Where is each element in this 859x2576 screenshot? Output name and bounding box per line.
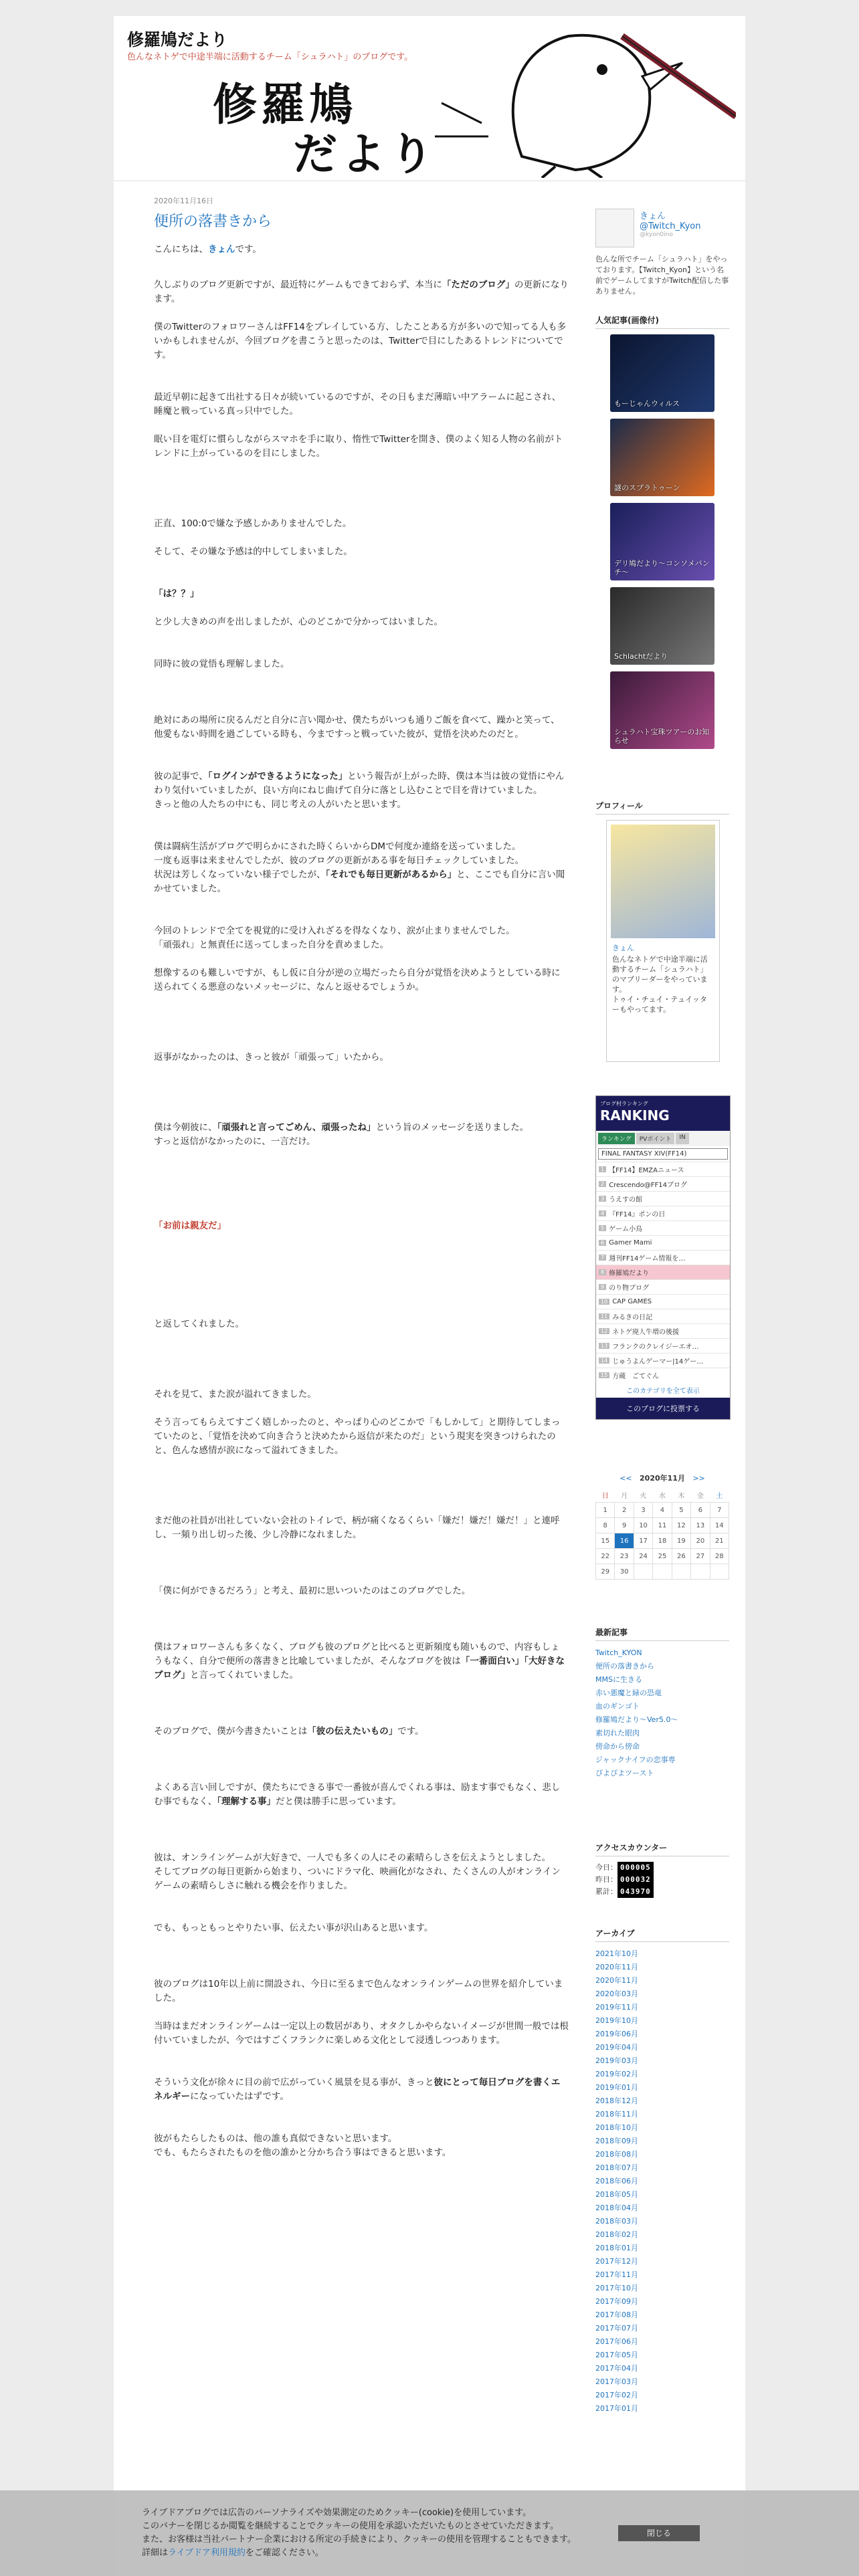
author-widget	[595, 209, 729, 297]
archive-link[interactable]: 2019年02月	[595, 2070, 638, 2078]
author-link[interactable]: きょん	[208, 244, 235, 255]
recent-link[interactable]: MMSに生きる	[595, 1675, 642, 1684]
profile-text: 色んなネトゲで中途半端に活動するチーム「シュラハト」のマブリーダーをやっています。 トゥイ・チュイ・テュイッターもやってます。	[612, 955, 708, 1014]
archive-link[interactable]: 2018年02月	[595, 2230, 638, 2239]
banner-line-1: 修羅鳩	[213, 78, 357, 130]
paragraph: 僕はフォロワーさんも多くなく、ブログも彼のブログと比べると更新頻度も随いもので、内容もしょうもなく、自分で便所の落書きと比喩していましたが、そんなブログを彼は「一番面白い」「大好きなブログ」と言ってくれていました。	[154, 1642, 565, 1681]
archive-link[interactable]: 2018年06月	[595, 2177, 638, 2185]
archive-link[interactable]: 2017年11月	[595, 2270, 638, 2279]
archive-link[interactable]: 2018年09月	[595, 2137, 638, 2145]
archive-link[interactable]: 2017年12月	[595, 2257, 638, 2266]
popular-item[interactable]: 謎のスプラトゥーン	[610, 419, 714, 496]
paragraph: それを見て、また涙が溢れてきました。	[154, 1389, 316, 1400]
archive-link[interactable]: 2019年04月	[595, 2043, 638, 2052]
recent-link[interactable]: 血のギンゴト	[595, 1702, 640, 1711]
archive-widget	[595, 1927, 729, 2416]
popular-heading: 人気記事(画像付)	[595, 314, 729, 329]
recent-link[interactable]: ぴよぴよツースト	[595, 1769, 654, 1778]
profile-heading: プロフィール	[595, 800, 729, 815]
ranking-list	[596, 1162, 730, 1382]
paragraph: 正直、100:0で嫌な予感しかありませんでした。	[154, 518, 352, 529]
paragraph: 想像するのも難しいですが、もし仮に自分が逆の立場だったら自分が覚悟を決めようとしている時に送られてくる悪意のないメッセージに、なんと返せるでしょうか。	[154, 968, 561, 992]
archive-link[interactable]: 2019年01月	[595, 2083, 638, 2092]
calendar-widget	[595, 1473, 729, 1580]
paragraph: 当時はまだオンラインゲームは一定以上の数居があり、オタクしかやらないイメージが世間一般では根付いていましたが、今ではすごくフランクに楽しめる文化として浸透しつつあります。	[154, 2021, 569, 2046]
archive-link[interactable]: 2017年08月	[595, 2311, 638, 2319]
archive-link[interactable]: 2017年01月	[595, 2404, 638, 2413]
recent-link[interactable]: 傍命から傍命	[595, 1742, 640, 1751]
paragraph: 「お前は親友だ」	[154, 1220, 226, 1231]
archive-link[interactable]: 2017年02月	[595, 2391, 638, 2399]
ranking-tab[interactable]: IN	[676, 1133, 688, 1144]
calendar-prev[interactable]: <<	[619, 1474, 632, 1483]
archive-link[interactable]: 2018年04月	[595, 2204, 638, 2212]
popular-item[interactable]: シュラハト宝珠ツアーのお知らせ	[610, 671, 714, 749]
cookie-terms-link[interactable]: ライブドア利用規約	[168, 2548, 246, 2558]
author-name[interactable]: きょん @Twitch_Kyon	[640, 211, 701, 231]
author-bio: 色んな所でチーム「シュラハト」をやっております。【Twitch_Kyon】という名前でゲームしてますがTwitch配信した事ありません。	[595, 255, 729, 296]
post-title[interactable]: 便所の落書きから	[154, 213, 272, 230]
archive-link[interactable]: 2020年03月	[595, 1990, 638, 1998]
profile-image[interactable]	[611, 825, 715, 938]
ranking-row-current[interactable]: 8 修羅鳩だより	[596, 1265, 730, 1279]
ranking-tabs	[596, 1131, 730, 1146]
archive-link[interactable]: 2017年10月	[595, 2284, 638, 2292]
avatar[interactable]	[595, 209, 634, 247]
archive-link[interactable]: 2017年06月	[595, 2337, 638, 2346]
post-greeting: こんにちは、きょんです。	[154, 244, 262, 255]
ranking-row[interactable]: 11 みるきの日記	[596, 1309, 730, 1323]
popular-widget	[595, 314, 729, 756]
archive-link[interactable]: 2017年03月	[595, 2377, 638, 2386]
author-handle: @kyon0ino	[640, 231, 673, 238]
archive-link[interactable]: 2017年07月	[595, 2324, 638, 2333]
profile-card	[606, 820, 720, 1062]
cookie-text: ライブドアブログでは広告のパーソナライズや効果測定のためクッキー(cookie)を使用しています。 このバナーを閉じるか閲覧を継続することでクッキーの使用を承認いただいたものとさせていただきます。 また、お客様は当社パートナー企業における所定の手続きにより、クッキーの使用を管理することもできます。 詳細はライブドア利用規約をご確認ください。	[142, 2508, 576, 2558]
post-body	[154, 243, 569, 2160]
ranking-tab[interactable]: ランキング	[598, 1133, 635, 1144]
archive-link[interactable]: 2019年10月	[595, 2016, 638, 2025]
page	[114, 16, 745, 2576]
archive-link[interactable]: 2021年10月	[595, 1949, 638, 1958]
paragraph: そして、その嫌な予感は的中してしまいました。	[154, 546, 353, 557]
site-title[interactable]: 修羅鳩だより	[127, 30, 228, 49]
ranking-row[interactable]: 2 Crescendo@FF14ブログ	[596, 1176, 730, 1191]
recent-link[interactable]: 赤い悪魔と緑の恐竜	[595, 1689, 662, 1697]
paragraph: そのブログで、僕が今書きたいことは「彼の伝えたいもの」です。	[154, 1726, 424, 1737]
ranking-more-link[interactable]: このカテゴリを全て表示	[626, 1388, 700, 1395]
archive-link[interactable]: 2018年05月	[595, 2190, 638, 2199]
paragraph: 彼の記事で、「ログインができるようになった」という報告が上がった時、僕は本当は彼の覚悟にやんわり気付いていましたが、良い方向にねじ曲げて自分に落とし込むことで目を背けていました。 きっと他の人たちの中にも、同じ考えの人がいたと思います。	[154, 771, 565, 810]
ranking-category-select[interactable]: FINAL FANTASY XIV(FF14)	[598, 1148, 728, 1160]
banner-line-2: だより	[293, 128, 438, 180]
ranking-row[interactable]: 9 のり物ブログ	[596, 1279, 730, 1294]
ranking-row[interactable]: 3 うえすの館	[596, 1191, 730, 1206]
recent-link[interactable]: ジャックナイフの恋事専	[595, 1755, 676, 1764]
paragraph: 久しぶりのブログ更新ですが、最近特にゲームもできておらず、本当に「ただのブログ」の更新になります。	[154, 280, 569, 304]
paragraph: 眠い目を電灯に慣らしながらスマホを手に取り、惰性でTwitterを開き、僕のよく知る人物の名前がトレンドに上がっているのを目にしました。	[154, 434, 563, 459]
popular-item[interactable]: もーじゃんウィルス	[610, 334, 714, 412]
site-description: 色んなネトゲで中途半端に活動するチーム「シュラハト」のブログです。	[127, 52, 413, 62]
recent-widget	[595, 1626, 729, 1780]
cookie-banner	[0, 2490, 859, 2576]
calendar-title: 2020年11月	[640, 1474, 685, 1483]
calendar-table: 日 月 火 水 木 金 土 1 2 3 4 5 6 7 8 9 10 11 12 13 14 15 16 17 18 19 20 21 22 23 24 25 26 27 28 29 30	[595, 1487, 729, 1580]
post-article	[154, 195, 569, 2160]
counter-widget	[595, 1842, 729, 1898]
ranking-row[interactable]: 6 Gamer Mami	[596, 1235, 730, 1250]
ranking-row[interactable]: 1 【FF14】EMZAニュース	[596, 1162, 730, 1176]
ranking-widget	[595, 1095, 731, 1420]
archive-link[interactable]: 2018年12月	[595, 2097, 638, 2105]
paragraph: そう言ってもらえてすごく嬉しかったのと、やっぱり心のどこかで「もしかして」と期待してしまっていたのと、「覚悟を決めて向き合うと決めたから返信が来たのだ」という現実を突きつけられたのと、色んな感情が涙になって溢れてきました。	[154, 1417, 561, 1456]
paragraph: 最近早朝に起きて出社する日々が続いているのですが、その日もまだ薄暗い中アラームに起こされ、睡魔と戦っている真っ只中でした。	[154, 392, 561, 417]
recent-link[interactable]: 便所の落書きから	[595, 1662, 654, 1671]
ranking-row[interactable]: 14 じゅうよんゲーマー|14ゲー…	[596, 1353, 730, 1368]
ranking-header[interactable]: ブログ村ランキング RANKING	[596, 1096, 730, 1131]
counter-heading: アクセスカウンター	[595, 1842, 729, 1856]
paragraph: 彼がもたらしたものは、他の誰も真似できないと思います。 でも、もたらされたものを他の誰かと分かち合う事はできると思います。	[154, 2133, 452, 2158]
counter-total: 累計： 043970	[595, 1886, 729, 1898]
profile-widget	[595, 800, 729, 1062]
site-header	[114, 16, 745, 181]
paragraph: と少し大きめの声を出しましたが、心のどこかで分かってはいました。	[154, 617, 443, 627]
post-date: 2020年11月16日	[154, 197, 213, 205]
counter-yesterday: 昨日： 000032	[595, 1874, 729, 1886]
archive-link[interactable]: 2018年07月	[595, 2163, 638, 2172]
archive-link[interactable]: 2018年08月	[595, 2150, 638, 2159]
popular-item[interactable]: Schlachtだより	[610, 587, 714, 665]
ranking-row[interactable]: 10 CAP GAMES	[596, 1294, 730, 1309]
counter-today: 今日： 000005	[595, 1862, 729, 1874]
paragraph: 彼のブログは10年以上前に開設され、今日に至るまで色んなオンラインゲームの世界を紹介していました。	[154, 1979, 563, 2004]
paragraph: 返事がなかったのは、きっと彼が「頑張って」いたから。	[154, 1052, 389, 1063]
recent-link[interactable]: 素切れた眼肉	[595, 1729, 640, 1737]
archive-link[interactable]: 2018年10月	[595, 2123, 638, 2132]
pigeon-illustration	[401, 23, 736, 178]
paragraph: 「は？？」	[154, 588, 199, 599]
paragraph: 彼は、オンラインゲームが大好きで、一人でも多くの人にその素晴らしさを伝えようとしました。 そしてブログの毎日更新から始まり、ついにドラマ化、映画化がなされ、たくさんの人がオンラインゲームの素晴らしさに触れる機会を作りました。	[154, 1852, 561, 1891]
recent-link[interactable]: 修羅鳩だより〜Ver5.0〜	[595, 1715, 678, 1724]
paragraph: よくある言い回しですが、僕たちにできる事で一番彼が喜んでくれる事は、励ます事でもなく、悲しむ事でもなく、「理解する事」だと僕は勝手に思っています。	[154, 1782, 561, 1807]
ranking-row[interactable]: 15 方蔵 ごてぐん	[596, 1368, 730, 1382]
ranking-vote-button[interactable]: このブログに投票する	[596, 1398, 730, 1419]
paragraph: 僕は今朝彼に、「頑張れと言ってごめん、頑張ったね」という旨のメッセージを送りました。 すっと返信がなかったのに、一言だけ。	[154, 1122, 529, 1147]
paragraph: 「僕に何ができるだろう」と考え、最初に思いついたのはこのブログでした。	[154, 1586, 471, 1596]
archive-list	[595, 1947, 729, 2416]
archive-link[interactable]: 2020年11月	[595, 1976, 638, 1985]
popular-item[interactable]: デリ鳩だより〜コンソメパンチ〜	[610, 503, 714, 580]
archive-link[interactable]: 2018年11月	[595, 2110, 638, 2119]
archive-link[interactable]: 2019年06月	[595, 2030, 638, 2038]
paragraph: まだ他の社員が出社していない会社のトイレで、柄が痛くなるくらい「嫌だ！嫌だ！嫌だ！」と連呼し、一頻り出し切った後、少し冷静になれました。	[154, 1515, 560, 1540]
calendar-next[interactable]: >>	[692, 1474, 705, 1483]
recent-heading: 最新記事	[595, 1626, 729, 1641]
archive-link[interactable]: 2019年03月	[595, 2056, 638, 2065]
archive-heading: アーカイブ	[595, 1927, 729, 1942]
archive-link[interactable]: 2017年04月	[595, 2364, 638, 2373]
ranking-row[interactable]: 12 ネトゲ廃人牛増の後援	[596, 1323, 730, 1338]
profile-name[interactable]: きょん	[612, 944, 634, 952]
archive-link[interactable]: 2018年03月	[595, 2217, 638, 2226]
calendar-today[interactable]: 16	[615, 1533, 634, 1549]
paragraph: 僕は闘病生活がブログで明らかにされた時くらいからDMで何度か連絡を送っていました。 一度も返事は来ませんでしたが、彼のブログの更新がある事を毎日チェックしていました。 状況は芳しくなっていない様子でしたが、「それでも毎日更新があるから」と、ここでも自分に言い聞かせていました。	[154, 841, 565, 894]
paragraph: でも、もっともっとやりたい事、伝えたい事が沢山あると思います。	[154, 1923, 434, 1933]
archive-link[interactable]: 2017年09月	[595, 2297, 638, 2306]
archive-link[interactable]: 2019年11月	[595, 2003, 638, 2012]
paragraph: 絶対にあの場所に戻るんだと自分に言い聞かせ、僕たちがいつも通りご飯を食べて、躁かと笑って、他愛もない時間を過ごしている時も、今まですっと戦っていた彼が、覚悟を決めたのだと。	[154, 715, 560, 740]
archive-link[interactable]: 2018年01月	[595, 2244, 638, 2252]
archive-link[interactable]: 2017年05月	[595, 2351, 638, 2359]
paragraph: そういう文化が徐々に目の前で広がっていく風景を見る事が、きっと彼にとって毎日ブログを書くエネルギーになっていたはずです。	[154, 2077, 561, 2102]
paragraph: と返してくれました。	[154, 1319, 244, 1329]
ranking-row[interactable]: 5 ゲーム小鳥	[596, 1220, 730, 1235]
ranking-tab[interactable]: PVポイント	[636, 1133, 675, 1144]
paragraph: 今回のトレンドで全てを視覚的に受け入れざるを得なくなり、涙が止まりませんでした。 「頑張れ」と無責任に送ってしまった自分を責めました。	[154, 926, 515, 950]
paragraph: 僕のTwitterのフォロワーさんはFF14をプレイしている方、したことある方が多いので知ってる人も多いかもしれませんが、今回ブログを書こうと思ったのは、Twitterで目にしたあるトレンドについてです。	[154, 322, 567, 360]
archive-link[interactable]: 2020年11月	[595, 1963, 638, 1971]
recent-link[interactable]: Twitch_KYON	[595, 1648, 642, 1657]
ranking-row[interactable]: 13 フランクのクレイジーエオ…	[596, 1338, 730, 1353]
cookie-close-button[interactable]: 閉じる	[618, 2525, 700, 2541]
paragraph: 同時に彼の覚悟も理解しました。	[154, 659, 290, 669]
ranking-row[interactable]: 4 『FF14』ポンの日	[596, 1206, 730, 1220]
ranking-row[interactable]: 7 週刊FF14ゲーム情報を…	[596, 1250, 730, 1265]
